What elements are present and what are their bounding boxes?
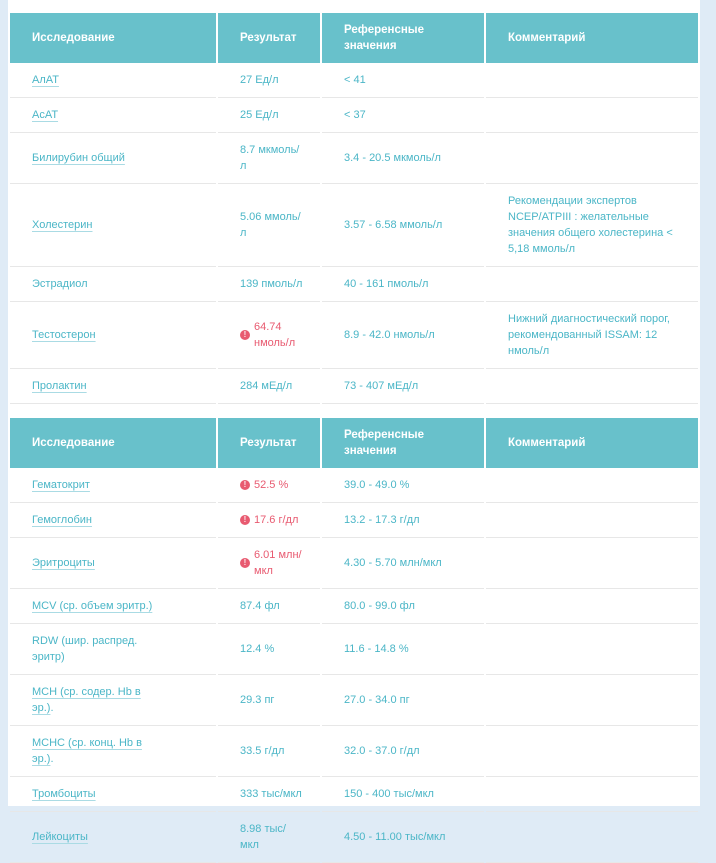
- column-header: Исследование: [10, 418, 216, 468]
- reference-value: 80.0 - 99.0 фл: [344, 600, 415, 612]
- out-of-range-icon: !: [240, 515, 250, 525]
- result-value: 8.98 тыс/мкл: [240, 823, 286, 851]
- result-cell: [218, 184, 320, 267]
- test-name-cell: [10, 63, 216, 98]
- test-name-link[interactable]: АлАТ: [32, 74, 59, 86]
- comment-cell: [486, 538, 698, 589]
- table-row: [10, 133, 698, 184]
- reference-value: 8.9 - 42.0 нмоль/л: [344, 329, 435, 341]
- reference-cell: [322, 468, 484, 503]
- result-cell: [218, 468, 320, 503]
- reference-cell: [322, 369, 484, 404]
- result-value: 17.6 г/дл: [254, 514, 299, 526]
- test-name-link[interactable]: Лейкоциты: [32, 831, 88, 843]
- result-cell: [218, 133, 320, 184]
- comment-cell: [486, 589, 698, 624]
- reference-cell: [322, 267, 484, 302]
- test-name-cell: [10, 267, 216, 302]
- result-cell: [218, 302, 320, 369]
- reference-value: < 37: [344, 109, 366, 121]
- comment-cell: [486, 184, 698, 267]
- reference-cell: [322, 98, 484, 133]
- test-name-suffix: .: [50, 753, 54, 765]
- reference-value: 3.57 - 6.58 ммоль/л: [344, 219, 443, 231]
- reference-value: 73 - 407 мЕд/л: [344, 380, 419, 392]
- column-header: Результат: [218, 418, 320, 468]
- test-name-link[interactable]: Гемоглобин: [32, 514, 92, 526]
- reference-cell: [322, 812, 484, 863]
- test-name-link[interactable]: MCHC (ср. конц. Hb в эр.): [32, 737, 142, 765]
- table-row: [10, 726, 698, 777]
- reference-value: 13.2 - 17.3 г/дл: [344, 514, 420, 526]
- test-name-cell: [10, 675, 216, 726]
- result-cell: [218, 369, 320, 404]
- result-value: 12.4 %: [240, 643, 275, 655]
- comment-cell: [486, 468, 698, 503]
- test-name-cell: [10, 812, 216, 863]
- test-name-link[interactable]: АсАТ: [32, 109, 59, 121]
- test-name-link[interactable]: Пролактин: [32, 380, 87, 392]
- table-row: [10, 369, 698, 404]
- comment-cell: [486, 98, 698, 133]
- reference-value: 4.30 - 5.70 млн/мкл: [344, 557, 442, 569]
- test-name-text: Эстрадиол: [32, 278, 88, 290]
- reference-value: 32.0 - 37.0 г/дл: [344, 745, 420, 757]
- reference-value: 27.0 - 34.0 пг: [344, 694, 410, 706]
- result-value: 25 Ед/л: [240, 109, 279, 121]
- result-cell: [218, 63, 320, 98]
- comment-cell: [486, 302, 698, 369]
- test-name-cell: [10, 369, 216, 404]
- result-value: 33.5 г/дл: [240, 745, 285, 757]
- test-name-cell: [10, 184, 216, 267]
- table-row: [10, 538, 698, 589]
- column-header: Исследование: [10, 13, 216, 63]
- result-value: 87.4 фл: [240, 600, 280, 612]
- result-cell: [218, 538, 320, 589]
- comment-text: Нижний диагностический порог, рекомендованный ISSAM: 12 нмоль/л: [508, 313, 670, 357]
- reference-cell: [322, 184, 484, 267]
- test-name-cell: [10, 503, 216, 538]
- test-name-suffix: .: [50, 702, 54, 714]
- column-header: Комментарий: [486, 13, 698, 63]
- comment-cell: [486, 133, 698, 184]
- comment-cell: [486, 812, 698, 863]
- reference-value: 150 - 400 тыс/мкл: [344, 788, 434, 800]
- test-name-cell: [10, 777, 216, 812]
- result-cell: [218, 812, 320, 863]
- result-value: 29.3 пг: [240, 694, 275, 706]
- table-row: [10, 589, 698, 624]
- reference-value: 3.4 - 20.5 мкмоль/л: [344, 152, 441, 164]
- comment-cell: [486, 369, 698, 404]
- table-row: [10, 624, 698, 675]
- reference-cell: [322, 133, 484, 184]
- column-header: Комментарий: [486, 418, 698, 468]
- out-of-range-icon: !: [240, 480, 250, 490]
- comment-text: Рекомендации экспертов NCEP/ATPIII : желательные значения общего холестерина < 5,18 ммоль/л: [508, 195, 673, 255]
- table-row: [10, 63, 698, 98]
- reference-cell: [322, 777, 484, 812]
- table-row: [10, 302, 698, 369]
- table-row: [10, 675, 698, 726]
- column-header: Референсные значения: [322, 13, 484, 63]
- result-value: 27 Ед/л: [240, 74, 279, 86]
- reference-cell: [322, 538, 484, 589]
- reference-cell: [322, 624, 484, 675]
- comment-cell: [486, 777, 698, 812]
- result-cell: [218, 726, 320, 777]
- test-name-cell: [10, 538, 216, 589]
- column-header: Результат: [218, 13, 320, 63]
- reference-cell: [322, 675, 484, 726]
- result-value: 284 мЕд/л: [240, 380, 293, 392]
- table-row: [10, 503, 698, 538]
- column-header: Референсные значения: [322, 418, 484, 468]
- test-name-link[interactable]: MCV (ср. объем эритр.): [32, 600, 153, 612]
- test-name-link[interactable]: Тестостерон: [32, 329, 96, 341]
- test-name-cell: [10, 726, 216, 777]
- test-name-cell: [10, 133, 216, 184]
- reference-value: 11.6 - 14.8 %: [344, 643, 409, 655]
- result-cell: [218, 624, 320, 675]
- lab-results-table-hematology: [8, 418, 700, 863]
- comment-cell: [486, 267, 698, 302]
- out-of-range-icon: !: [240, 330, 250, 340]
- test-name-link[interactable]: MCH (ср. содер. Hb в эр.): [32, 686, 141, 714]
- reference-cell: [322, 589, 484, 624]
- test-name-link[interactable]: Эритроциты: [32, 557, 95, 569]
- test-name-cell: [10, 624, 216, 675]
- test-name-cell: [10, 98, 216, 133]
- test-name-link[interactable]: Тромбоциты: [32, 788, 96, 800]
- result-cell: [218, 589, 320, 624]
- test-name-cell: [10, 589, 216, 624]
- comment-cell: [486, 624, 698, 675]
- lab-results-table-biochemistry: [8, 13, 700, 404]
- test-name-link[interactable]: Билирубин общий: [32, 152, 125, 164]
- table-header: [10, 418, 698, 468]
- reference-value: 4.50 - 11.00 тыс/мкл: [344, 831, 446, 843]
- table-row: [10, 468, 698, 503]
- reference-value: < 41: [344, 74, 366, 86]
- comment-cell: [486, 675, 698, 726]
- result-value: 333 тыс/мкл: [240, 788, 302, 800]
- test-name-cell: [10, 302, 216, 369]
- result-cell: [218, 98, 320, 133]
- table-header: [10, 13, 698, 63]
- reference-value: 39.0 - 49.0 %: [344, 479, 410, 491]
- result-value: 5.06 ммоль/л: [240, 211, 301, 239]
- result-value: 139 пмоль/л: [240, 278, 303, 290]
- reference-cell: [322, 726, 484, 777]
- reference-cell: [322, 63, 484, 98]
- results-panel: [8, 0, 700, 851]
- test-name-link[interactable]: Гематокрит: [32, 479, 90, 491]
- result-cell: [218, 503, 320, 538]
- test-name-text: RDW (шир. распред. эритр): [32, 635, 138, 663]
- table-row: [10, 184, 698, 267]
- comment-cell: [486, 63, 698, 98]
- result-value: 8.7 мкмоль/л: [240, 144, 300, 172]
- table-row: [10, 267, 698, 302]
- table-row: [10, 777, 698, 812]
- reference-value: 40 - 161 пмоль/л: [344, 278, 429, 290]
- out-of-range-icon: !: [240, 558, 250, 568]
- reference-cell: [322, 302, 484, 369]
- result-cell: [218, 267, 320, 302]
- table-row: [10, 812, 698, 863]
- result-cell: [218, 675, 320, 726]
- test-name-link[interactable]: Холестерин: [32, 219, 93, 231]
- table-row: [10, 98, 698, 133]
- comment-cell: [486, 503, 698, 538]
- result-value: 52.5 %: [254, 479, 289, 491]
- result-value: 6.01 млн/мкл: [254, 549, 302, 577]
- result-value: 64.74 нмоль/л: [254, 321, 296, 349]
- comment-cell: [486, 726, 698, 777]
- test-name-cell: [10, 468, 216, 503]
- result-cell: [218, 777, 320, 812]
- reference-cell: [322, 503, 484, 538]
